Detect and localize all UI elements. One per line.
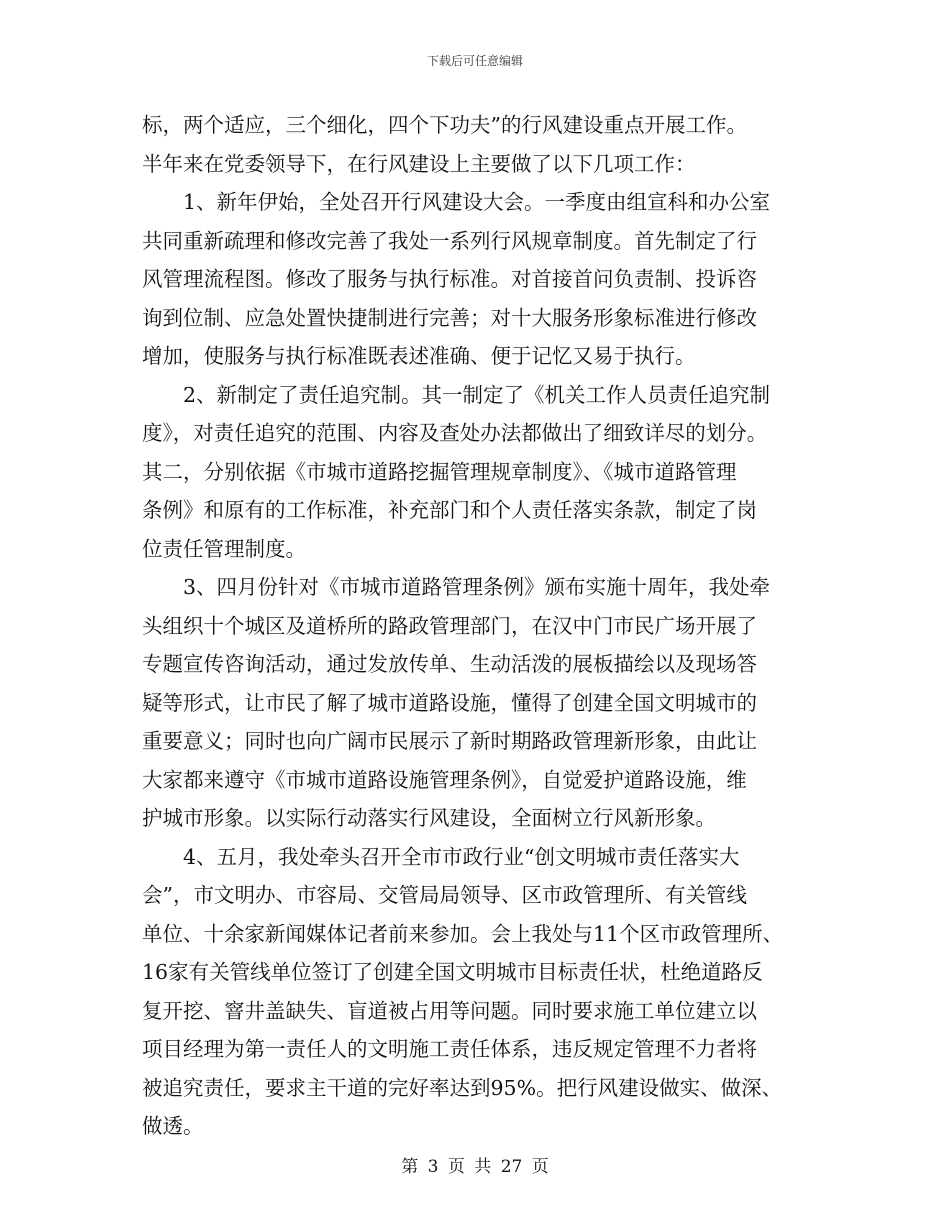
text-line: 度》，对责任追究的范围、内容及查处办法都做出了细致详尽的划分。: [142, 421, 768, 445]
text-line: 护城市形象。以实际行动落实行风建设，全面树立行风新形象。: [142, 806, 716, 830]
text-line: 风管理流程图。修改了服务与执行标准。对首接首问负责制、投诉咨: [142, 267, 757, 291]
paragraph-4-start: 4、五月，我处牵头召开全市市政行业“创文明城市责任落实大: [183, 844, 740, 869]
document-body: [142, 106, 818, 1146]
text-line: 专题宣传咨询活动，通过发放传单、生动活泼的展板描绘以及现场答: [142, 652, 757, 676]
text-line: 复开挖、窨井盖缺失、盲道被占用等问题。同时要求施工单位建立以: [142, 998, 757, 1023]
text-line: 大家都来遵守《市城市道路设施管理条例》，自觉爱护道路设施，维: [142, 767, 747, 792]
text-line: 疑等形式，让市民了解了城市道路设施，懂得了创建全国文明城市的: [142, 690, 757, 715]
text-line: 半年来在党委领导下，在行风建设上主要做了以下几项工作：: [142, 151, 696, 176]
page-header: 下载后可任意编辑: [426, 54, 523, 68]
text-line: 标，两个适应，三个细化，四个下功夫”的行风建设重点开展工作。: [142, 113, 747, 137]
text-line: 单位、十余家新闻媒体记者前来参加。会上我处与11个区市政管理所、: [142, 921, 784, 946]
paragraph-3-start: 3、四月份针对《市城市道路管理条例》颁布实施十周年，我处牵: [183, 575, 771, 599]
text-line: 重要意义；同时也向广阔市民展示了新时期路政管理新形象，由此让: [142, 729, 757, 753]
text-line: 做透。: [142, 1114, 204, 1138]
text-line: 16家有关管线单位签订了创建全国文明城市目标责任状，杜绝道路反: [142, 960, 763, 984]
page-number: 第 3 页 共 27 页: [401, 1157, 549, 1177]
text-line: 会”，市文明办、市容局、交管局局领导、区市政管理所、有关管线: [142, 883, 747, 907]
text-line: 共同重新疏理和修改完善了我处一系列行风规章制度。首先制定了行: [142, 228, 757, 253]
text-line: 项目经理为第一责任人的文明施工责任体系，违反规定管理不力者将: [142, 1037, 757, 1061]
text-line: 被追究责任，要求主干道的完好率达到95%。把行风建设做实、做深、: [142, 1075, 783, 1100]
text-line: 条例》和原有的工作标准，补充部门和个人责任落实条款，制定了岗: [142, 498, 757, 522]
text-line: 头组织十个城区及道桥所的路政管理部门，在汉中门市民广场开展了: [142, 613, 757, 638]
paragraph-1-start: 1、新年伊始，全处召开行风建设大会。一季度由组宣科和办公室: [183, 190, 771, 214]
text-line: 询到位制、应急处置快捷制进行完善；对十大服务形象标准进行修改: [142, 305, 757, 330]
paragraph-2-start: 2、新制定了责任追究制。其一制定了《机关工作人员责任追究制: [183, 382, 771, 407]
text-line: 位责任管理制度。: [142, 536, 306, 561]
text-line: 增加，使服务与执行标准既表述准确、便于记忆又易于执行。: [142, 344, 696, 368]
text-line: 其二，分别依据《市城市道路挖掘管理规章制度》、《城市道路管理: [142, 459, 737, 484]
